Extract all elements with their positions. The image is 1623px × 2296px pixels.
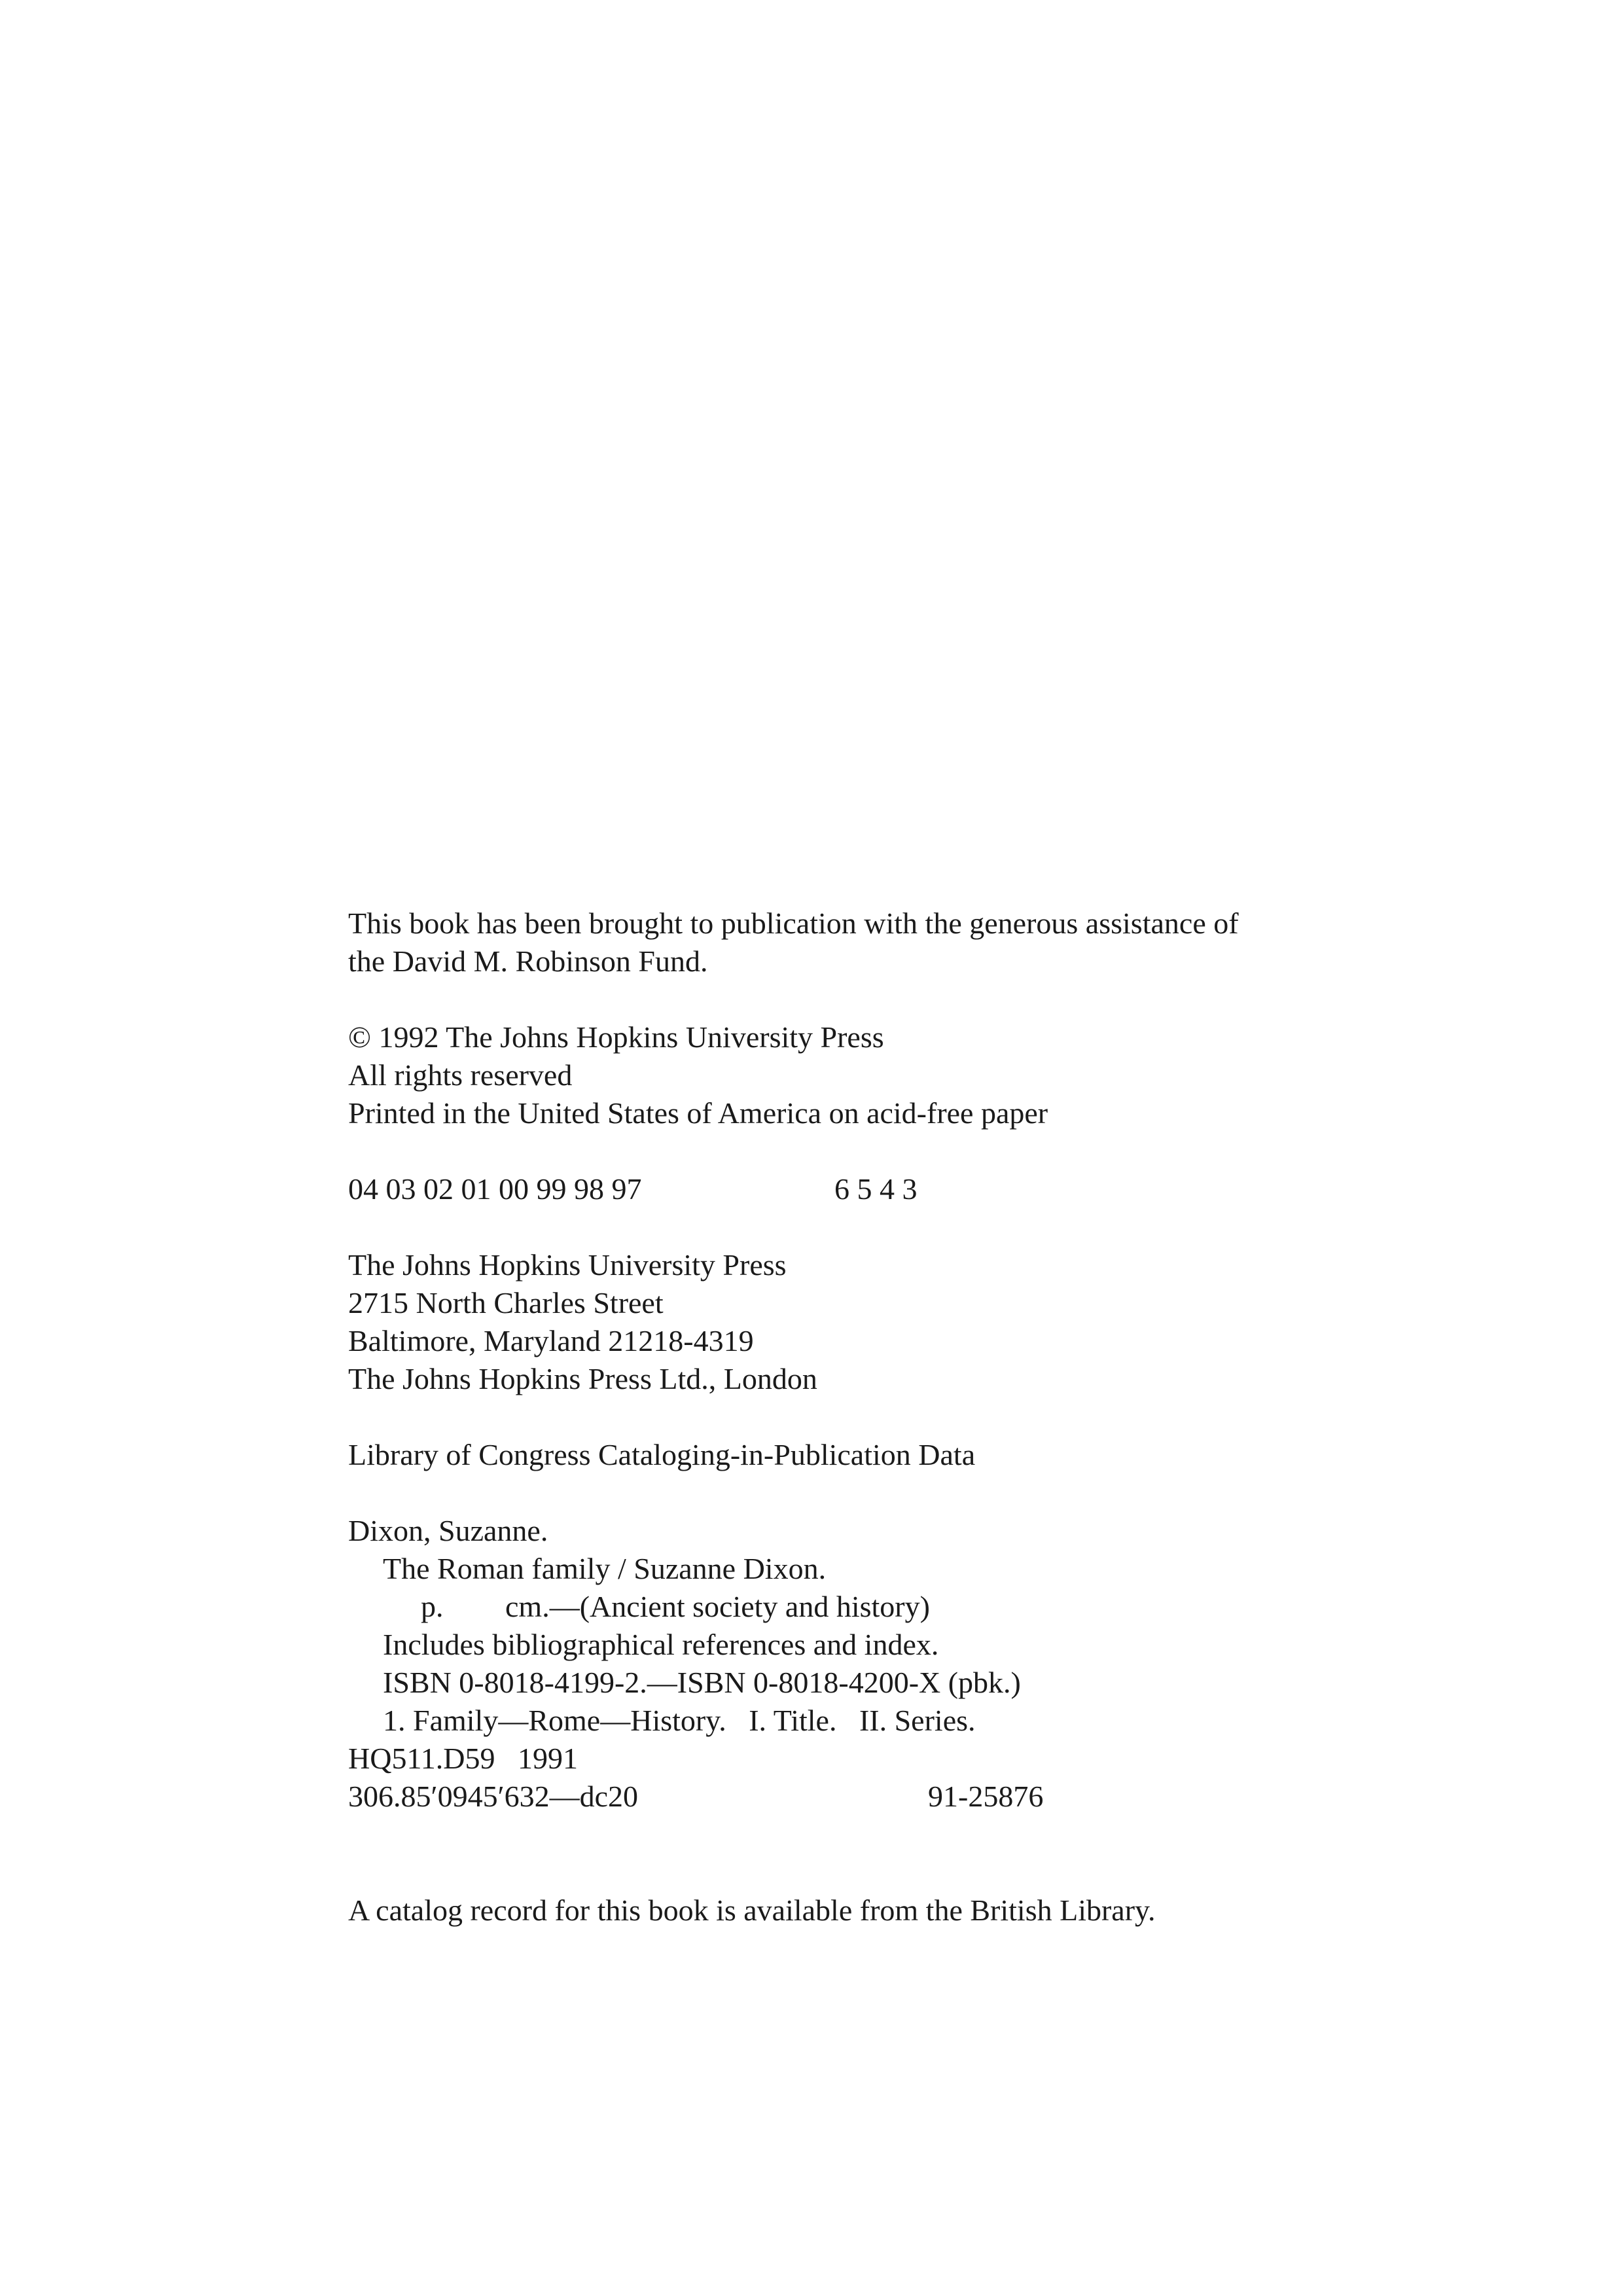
cip-physical-p: p.	[421, 1590, 444, 1623]
copyright-notice: © 1992 The Johns Hopkins University Press	[348, 1020, 884, 1054]
cip-lccn: 91-25876	[928, 1780, 1044, 1813]
cip-author: Dixon, Suzanne.	[348, 1514, 548, 1547]
printing-years: 04 03 02 01 00 99 98 97	[348, 1172, 642, 1206]
cip-heading: Library of Congress Cataloging-in-Publication Data	[348, 1438, 976, 1471]
cip-call-number: HQ511.D59 1991	[348, 1742, 578, 1775]
cip-includes: Includes bibliographical references and index.	[383, 1628, 939, 1661]
cip-physical-description: cm.—(Ancient society and history)	[505, 1590, 930, 1623]
publisher-london: The Johns Hopkins Press Ltd., London	[348, 1362, 817, 1395]
printed-statement: Printed in the United States of America on acid-free paper	[348, 1096, 1048, 1130]
cip-dewey: 306.85′0945′632—dc20	[348, 1780, 639, 1813]
rights-statement: All rights reserved	[348, 1058, 573, 1092]
cip-title: The Roman family / Suzanne Dixon.	[383, 1552, 827, 1585]
publisher-name: The Johns Hopkins University Press	[348, 1248, 787, 1282]
publisher-street: 2715 North Charles Street	[348, 1286, 664, 1319]
cip-subjects: 1. Family—Rome—History. I. Title. II. Series.	[383, 1704, 976, 1737]
publisher-city: Baltimore, Maryland 21218-4319	[348, 1324, 754, 1357]
publication-note-line-2: the David M. Robinson Fund.	[348, 944, 708, 978]
publication-note-line-1: This book has been brought to publication with the generous assistance of	[348, 906, 1239, 940]
british-library-note: A catalog record for this book is available from the British Library.	[348, 1893, 1156, 1927]
cip-isbn: ISBN 0-8018-4199-2.—ISBN 0-8018-4200-X (pbk.)	[383, 1666, 1021, 1699]
printing-impressions: 6 5 4 3	[834, 1172, 918, 1206]
